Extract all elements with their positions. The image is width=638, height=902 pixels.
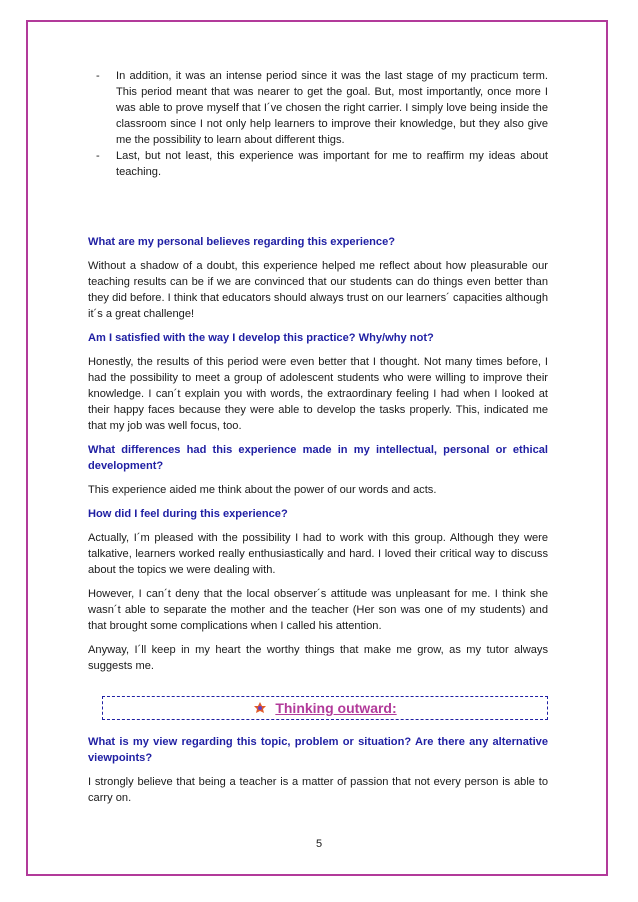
bullet-text: In addition, it was an intense period since it was the last stage of my practicum term. This period meant that was nearer to get the goal. But, most importantly, once more I was able to prove myself that I´ve chosen the right carrier. I simply love being inside the classroom since I not only help learners to improve their knowledge, but they also give me the possibility to learn about different thigs. [116, 70, 548, 146]
paragraph: Actually, I´m pleased with the possibility I had to work with this group. Although they were talkative, learners worked really enthusiastically and hard. I loved their critical way to discuss about the topics we were dealing with. [88, 532, 548, 576]
section-heading: What differences had this experience made in my intellectual, personal or ethical development? [88, 444, 548, 472]
section-heading: What is my view regarding this topic, problem or situation? Are there any alternative viewpoints? [88, 736, 548, 764]
bullet-dash: - [96, 70, 100, 82]
section-heading: Am I satisfied with the way I develop this practice? Why/why not? [88, 332, 434, 344]
paragraph: Anyway, I´ll keep in my heart the worthy things that make me grow, as my tutor always suggests me. [88, 644, 548, 672]
paragraph: This experience aided me think about the power of our words and acts. [88, 484, 437, 496]
bullet-dash: - [96, 150, 100, 162]
bullet-item [88, 68, 548, 148]
document-body [88, 68, 548, 814]
page-number: 5 [315, 838, 323, 850]
paragraph: Honestly, the results of this period were even better that I thought. Not many times before, I had the possibility to meet a group of adolescent students who were willing to improve their knowledge. I can´t explain you with words, the extraordinary feeling I had when I looked at their happy faces because they were able to develop the tasks properly. This, indicated me that my job was well focus, too. [88, 356, 548, 432]
bullet-text: Last, but not least, this experience was important for me to reaffirm my ideas about teaching. [116, 150, 548, 178]
paragraph: I strongly believe that being a teacher is a matter of passion that not every person is able to carry on. [88, 776, 548, 804]
paragraph: Without a shadow of a doubt, this experience helped me reflect about how pleasurable our teaching results can be if we are convinced that our students can do things even better than they did before. I think that educators should always trust on our learners´ capacities although it´s a great challenge! [88, 260, 548, 320]
pushpin-icon [253, 701, 267, 715]
thinking-outward-title: Thinking outward: [275, 700, 397, 716]
paragraph: However, I can´t deny that the local observer´s attitude was unpleasant for me. I think she wasn´t able to separate the mother and the teacher (Her son was one of my students) and that brought some complications when I called his attention. [88, 588, 548, 632]
thinking-outward-box [102, 696, 548, 720]
bullet-list [88, 68, 548, 180]
bullet-item [88, 148, 548, 180]
section-heading: How did I feel during this experience? [88, 508, 288, 520]
section-heading: What are my personal believes regarding this experience? [88, 236, 396, 248]
